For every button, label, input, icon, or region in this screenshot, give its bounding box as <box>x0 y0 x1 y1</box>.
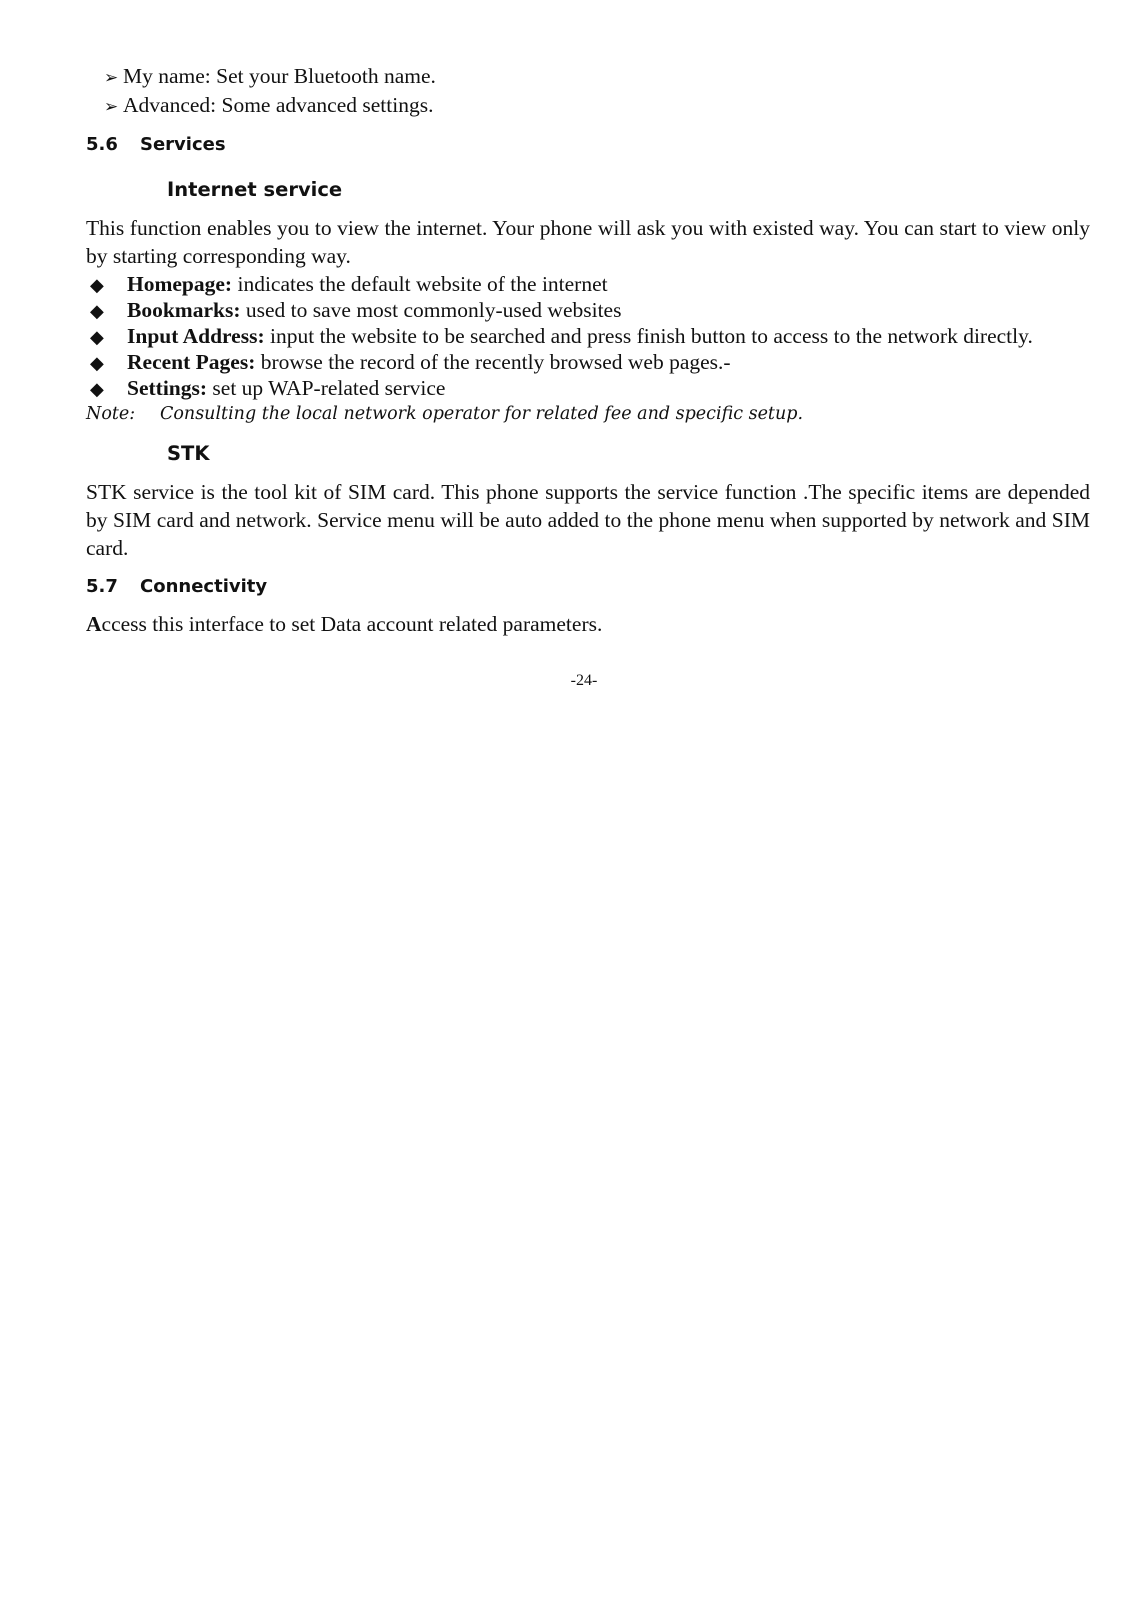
list-item-text: My name: Set your Bluetooth name. <box>123 64 436 88</box>
item-term: Recent Pages: <box>127 350 256 374</box>
list-item <box>86 348 1090 374</box>
list-item-text: Advanced: Some advanced settings. <box>123 93 434 117</box>
note-text: Consulting the local network operator for related fee and specific setup. <box>160 404 804 424</box>
diamond-bullet-icon: ◆ <box>90 353 104 374</box>
document-page <box>86 62 1090 690</box>
section-number: 5.6 <box>86 134 118 155</box>
item-description: browse the record of the recently browsed web pages.- <box>255 350 731 374</box>
section-heading-services <box>86 132 1090 158</box>
item-description: input the website to be searched and press finish button to access to the network directly. <box>264 324 1033 348</box>
note <box>86 400 1090 428</box>
item-term: Homepage: <box>127 272 233 296</box>
section-heading-connectivity <box>86 574 1090 600</box>
subheading-stk: STK <box>167 442 210 465</box>
item-term: Bookmarks: <box>127 298 241 322</box>
list-item <box>86 270 1090 296</box>
item-description: used to save most commonly-used websites <box>240 298 622 322</box>
internet-service-intro: This function enables you to view the internet. Your phone will ask you with existed way. You can start to view only by starting corresponding way. <box>86 216 1090 268</box>
item-term: Settings: <box>127 376 208 400</box>
item-description: set up WAP-related service <box>207 376 446 400</box>
diamond-bullet-icon: ◆ <box>90 327 104 348</box>
section-title: Connectivity <box>140 576 268 597</box>
stk-body: STK service is the tool kit of SIM card. This phone supports the service function .The specific items are depended by SIM card and network. Service menu will be auto added to the phone menu when supported by network and SIM card. <box>86 480 1090 560</box>
drop-letter: A <box>86 612 102 636</box>
internet-service-list <box>86 270 1090 400</box>
list-item <box>86 374 1090 400</box>
list-item <box>86 296 1090 322</box>
diamond-bullet-icon: ◆ <box>90 379 104 400</box>
bluetooth-option-list <box>86 62 1090 120</box>
item-term: Input Address: <box>127 324 265 348</box>
page-number: -24- <box>570 672 598 689</box>
subheading-internet-service: Internet service <box>167 178 343 201</box>
arrowhead-bullet-icon: ➢ <box>104 97 119 117</box>
connectivity-text: ccess this interface to set Data account related parameters. <box>101 612 603 636</box>
diamond-bullet-icon: ◆ <box>90 275 104 296</box>
note-label: Note: <box>86 404 136 424</box>
list-item <box>86 91 1090 120</box>
section-number: 5.7 <box>86 576 118 597</box>
diamond-bullet-icon: ◆ <box>90 301 104 322</box>
arrowhead-bullet-icon: ➢ <box>104 68 119 88</box>
connectivity-body <box>86 610 1090 638</box>
item-description: indicates the default website of the internet <box>232 272 608 296</box>
list-item <box>86 322 1090 348</box>
list-item <box>86 62 1090 91</box>
section-title: Services <box>140 134 226 155</box>
